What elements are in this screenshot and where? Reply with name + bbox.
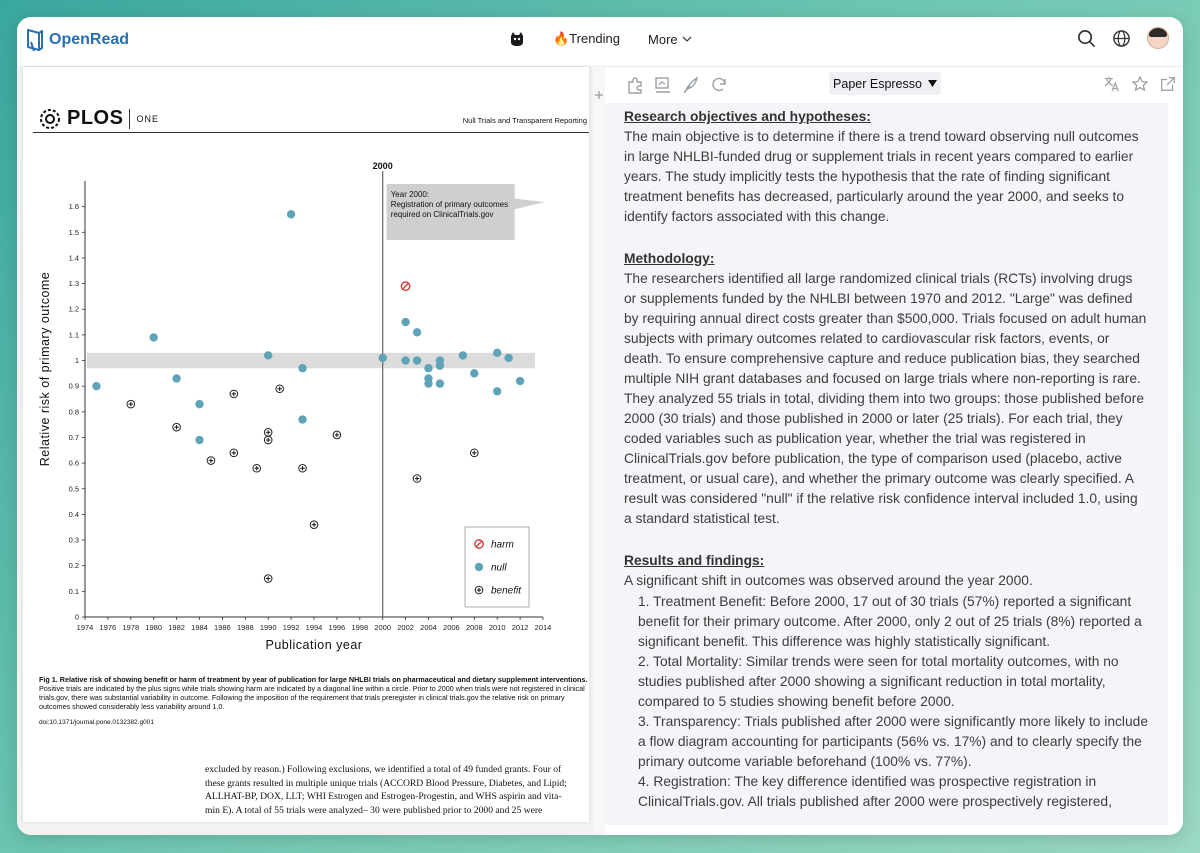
openread-logo-icon xyxy=(25,27,45,53)
harm-point xyxy=(401,282,409,290)
benefit-point xyxy=(264,436,272,444)
scatter-figure xyxy=(33,157,589,657)
section-text: The researchers identified all large randomized clinical trials (RCTs) involving drugs or supplements funded by the NHLBI between 1970 and 2012. "Large" was defined by requiring annual direct costs greater than $500,000. Trials focused on adult human subjects with primary outcomes related to cardiovascular risk factors, events, or death. To ensure comprehensive capture and reduce publication bias, they searched multiple NIH grant databases and focused on large trials where non-reporting is rare. They analyzed 55 trials in total, dividing them into two groups: those published before 2000 (30 trials) and those published in 2000 or later (25 trials). For each trial, they coded variables such as publication year, whether the trial was registered in ClinicalTrials.gov before publication, the type of comparison used (placebo, active treatment, or usual care), and whether the primary outcome was clearly specified. A result was considered "null" if the relative risk confidence interval included 1.0, using a standard statistical test. xyxy=(624,271,1147,526)
plos-logo-icon xyxy=(39,108,61,130)
null-point xyxy=(436,379,444,387)
x-tick-label: 2006 xyxy=(443,623,460,632)
benefit-point xyxy=(230,390,238,398)
y-tick-label: 1 xyxy=(74,356,79,366)
null-point xyxy=(459,351,467,359)
null-point xyxy=(379,354,387,362)
refresh-icon[interactable] xyxy=(709,75,729,95)
item-label: Treatment Benefit: xyxy=(653,594,767,609)
y-tick-label: 0.5 xyxy=(68,484,79,494)
x-tick-label: 1980 xyxy=(145,623,163,632)
section-text: A significant shift in outcomes was observed around the year 2000. xyxy=(624,573,1033,588)
legend-label: null xyxy=(491,562,507,574)
null-point xyxy=(504,354,512,362)
benefit-point xyxy=(333,431,341,439)
x-tick-label: 2004 xyxy=(420,623,437,632)
null-point xyxy=(298,415,306,423)
user-avatar[interactable] xyxy=(1147,27,1169,49)
benefit-point xyxy=(264,429,272,437)
journal-separator xyxy=(129,109,130,129)
y-tick-label: 1.2 xyxy=(68,304,79,314)
paper-summary xyxy=(604,103,1168,825)
null-point xyxy=(516,377,524,385)
body-line: ALLHAT-BP, DOX, LLT; WHI Estrogen and Estrogen-Progestin, and WHS aspirin and vita- xyxy=(205,791,562,802)
benefit-point xyxy=(230,449,238,457)
y-tick-label: 0.7 xyxy=(68,432,79,442)
null-point xyxy=(475,563,483,571)
x-tick-label: 1994 xyxy=(305,623,323,632)
app-window xyxy=(17,17,1183,835)
annotation-line: Registration of primary outcomes xyxy=(390,200,509,209)
y-tick-label: 1.3 xyxy=(68,279,79,289)
section-title: Results and findings: xyxy=(624,553,765,568)
null-point xyxy=(413,356,421,364)
legend-label: benefit xyxy=(491,585,522,597)
null-point xyxy=(401,318,409,326)
caret-down-icon xyxy=(928,80,937,87)
item-text: Trials published after 2000 were significantly more likely to include a flow diagram accounting for participants (56% vs. 17%) and to clearly specify the primary outcome variable beforehand (100% vs. 77%). xyxy=(638,714,1149,769)
y-tick-label: 1.6 xyxy=(68,202,79,212)
y-tick-label: 0 xyxy=(74,612,79,622)
mascot-icon[interactable] xyxy=(509,31,525,47)
harm-point xyxy=(475,540,483,548)
y-tick-label: 1.5 xyxy=(68,227,79,237)
body-line: excluded by reason.) Following exclusions, we identified a total of 49 funded grants. Four of xyxy=(205,764,562,775)
paper-viewer xyxy=(17,67,593,835)
benefit-point xyxy=(264,575,272,583)
y-tick-label: 0.4 xyxy=(68,509,79,519)
y-tick-label: 1.4 xyxy=(68,253,79,263)
section-methodology xyxy=(624,249,1148,529)
main-nav xyxy=(509,31,692,47)
y-tick-label: 0.6 xyxy=(68,458,79,468)
mode-dropdown[interactable] xyxy=(829,72,941,95)
summary-actions xyxy=(1103,75,1177,93)
null-point xyxy=(287,210,295,218)
item-number: 1. xyxy=(638,594,650,609)
paper-page xyxy=(23,67,589,822)
item-label: Transparency: xyxy=(653,714,741,729)
item-label: Registration: xyxy=(653,774,731,789)
quill-icon[interactable] xyxy=(681,75,701,95)
null-point xyxy=(150,333,158,341)
journal-name: PLOS xyxy=(67,107,124,129)
figure-caption xyxy=(39,675,589,711)
top-navbar xyxy=(17,17,1183,67)
null-point xyxy=(195,400,203,408)
benefit-point xyxy=(413,475,421,483)
section-objectives xyxy=(624,107,1148,227)
null-point xyxy=(493,349,501,357)
x-tick-label: 1986 xyxy=(214,623,231,632)
null-point xyxy=(195,436,203,444)
null-point xyxy=(92,382,100,390)
y-tick-label: 0.9 xyxy=(68,381,79,391)
item-label: Total Mortality: xyxy=(653,654,743,669)
section-text: The main objective is to determine if there is a trend toward observing null outcomes in large NHLBI-funded drug or supplement trials in recent years compared to earlier years. The study implicitly tests the hypothesis that the rate of finding significant treatment benefits has decreased, particularly around the year 2000, and seeks to identify factors associated with this change. xyxy=(624,129,1139,224)
external-link-icon[interactable] xyxy=(1159,75,1177,93)
null-point xyxy=(413,328,421,336)
x-tick-label: 1982 xyxy=(168,623,185,632)
nav-right-actions xyxy=(1077,27,1169,49)
x-tick-label: 2012 xyxy=(511,623,529,632)
globe-icon[interactable] xyxy=(1112,29,1131,48)
x-tick-label: 2010 xyxy=(488,623,506,632)
benefit-point xyxy=(173,423,181,431)
search-icon[interactable] xyxy=(1077,29,1096,48)
body-line: these grants resulted in multiple unique trials (ACCORD Blood Pressure, Diabetes, and Lipid; xyxy=(205,777,567,789)
chart-board-icon[interactable] xyxy=(653,75,673,95)
nav-trending[interactable]: 🔥Trending xyxy=(553,31,621,46)
list-item xyxy=(624,592,1148,652)
figure-caption-bold: Fig 1. Relative risk of showing benefit or harm of treatment by year of publication for large NHLBI trials on pharmaceutical and dietary supplement interventions. xyxy=(39,675,588,684)
list-item xyxy=(624,652,1148,712)
benefit-point xyxy=(207,457,215,465)
x-tick-label: 1998 xyxy=(351,623,369,632)
nav-more[interactable] xyxy=(648,32,692,47)
x-tick-label: 1988 xyxy=(236,623,254,632)
section-results xyxy=(624,551,1148,812)
journal-sub: ONE xyxy=(136,113,159,124)
benefit-point xyxy=(276,385,284,393)
app-name: OpenRead xyxy=(49,31,130,48)
x-tick-label: 1992 xyxy=(282,623,300,632)
y-tick-label: 0.1 xyxy=(68,586,79,596)
null-point xyxy=(424,379,432,387)
x-tick-label: 1990 xyxy=(259,623,277,632)
null-point xyxy=(298,364,306,372)
item-text: Similar trends were seen for total mortality outcomes, with no studies published after 2000 showing a significant reduction in total mortality, compared to 5 studies showing benefit before 2000. xyxy=(638,654,1119,709)
benefit-point xyxy=(475,586,483,594)
reference-band xyxy=(87,353,535,368)
app-logo[interactable] xyxy=(25,27,129,53)
null-point xyxy=(436,361,444,369)
tool-icons xyxy=(595,75,729,95)
x-tick-label: 2008 xyxy=(465,623,483,632)
x-tick-label: 1974 xyxy=(76,623,94,632)
cat-icon xyxy=(509,31,525,47)
paper-body-text xyxy=(205,763,577,817)
mode-dropdown-label: Paper Espresso xyxy=(833,76,922,91)
journal-logo xyxy=(39,107,159,130)
year-2000-label: 2000 xyxy=(372,161,393,171)
figure-doi[interactable]: doi:10.1371/journal.pone.0132382.g001 xyxy=(39,719,154,726)
body-line: min E). A total of 55 trials were analyzed– 30 were published prior to 2000 and 25 were xyxy=(205,804,543,816)
x-tick-label: 2014 xyxy=(534,623,552,632)
null-point xyxy=(493,387,501,395)
null-point xyxy=(264,351,272,359)
section-title: Research objectives and hypotheses: xyxy=(624,109,871,124)
summary-toolbar xyxy=(595,67,1183,101)
x-axis-label: Publication year xyxy=(265,638,363,652)
benefit-point xyxy=(471,449,479,457)
null-point xyxy=(172,374,180,382)
y-tick-label: 0.2 xyxy=(68,561,79,571)
star-icon[interactable] xyxy=(1131,75,1149,93)
x-tick-label: 1996 xyxy=(328,623,346,632)
x-tick-label: 1978 xyxy=(122,623,140,632)
benefit-point xyxy=(299,464,307,472)
chevron-down-icon xyxy=(682,35,692,43)
item-number: 4. xyxy=(638,774,650,789)
y-tick-label: 0.3 xyxy=(68,535,79,545)
item-number: 2. xyxy=(638,654,650,669)
item-text: The key difference identified was prospective registration in ClinicalTrials.gov. All trials published after 2000 were prospectively registered, xyxy=(638,774,1112,809)
benefit-point xyxy=(127,400,135,408)
null-point xyxy=(401,356,409,364)
benefit-point xyxy=(253,464,261,472)
x-tick-label: 1976 xyxy=(99,623,117,632)
list-item xyxy=(624,772,1148,812)
null-point xyxy=(424,364,432,372)
puzzle-icon[interactable] xyxy=(625,75,645,95)
annotation-line: required on ClinicalTrials.gov xyxy=(390,210,494,219)
y-tick-label: 1.1 xyxy=(68,330,79,340)
benefit-point xyxy=(310,521,318,529)
null-point xyxy=(470,369,478,377)
section-title: Methodology: xyxy=(624,251,715,266)
x-tick-label: 1984 xyxy=(191,623,208,632)
x-tick-label: 2002 xyxy=(397,623,414,632)
nav-more-label: More xyxy=(648,31,678,47)
journal-header xyxy=(33,107,589,133)
running-title: Null Trials and Transparent Reporting xyxy=(462,116,587,125)
y-tick-label: 0.8 xyxy=(68,407,79,417)
item-number: 3. xyxy=(638,714,650,729)
x-tick-label: 2000 xyxy=(374,623,392,632)
translate-icon[interactable] xyxy=(1103,75,1121,93)
legend-label: harm xyxy=(491,539,514,551)
item-text: Before 2000, 17 out of 30 trials (57%) reported a significant benefit for their primary outcome. After 2000, only 2 out of 25 trials (8%) reported a significant benefit. This difference was highly statistically significant. xyxy=(638,594,1142,649)
y-axis-label: Relative risk of primary outcome xyxy=(38,271,52,467)
figure-caption-text: Positive trials are indicated by the plus signs while trials showing harm are indicated by a diagonal line within a circle. Prior to 2000 when trials were not registered in clinical trials.gov, there was substantial variability in outcome. Following the imposition of the requirement that trials preregister in clinical trials.gov the relative risk on primary outcomes showed considerably less variability around 1.0. xyxy=(39,684,585,711)
list-item xyxy=(624,712,1148,772)
annotation-line: Year 2000: xyxy=(390,190,430,199)
